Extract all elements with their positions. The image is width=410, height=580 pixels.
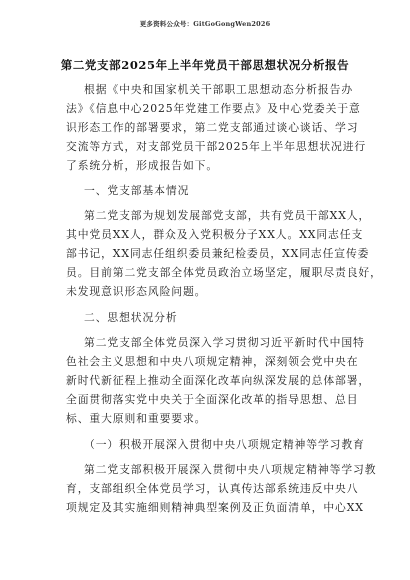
watermark-text: 更多资料公众号：GitGoGongWen2026 xyxy=(139,20,271,28)
section-heading: 一、党支部基本情况 xyxy=(84,184,190,197)
document-title: 第二党支部2025年上半年党员干部思想状况分析报告 xyxy=(60,58,350,72)
body-line: 交流等方式，对支部党员干部2025年上半年思想状况进行 xyxy=(66,140,367,153)
body-line: 未发现意识形态风险问题。 xyxy=(66,285,207,298)
subsection-heading: （一）积极开展深入贯彻中央八项规定精神等学习教育 xyxy=(84,438,365,451)
body-line: 标、重大原则和重要要求。 xyxy=(66,412,207,425)
body-line: 根据《中央和国家机关干部职工思想动态分析报告办 xyxy=(84,83,354,96)
body-line: 新时代新征程上推动全面深化改革向纵深发展的总体部署， xyxy=(66,374,371,387)
body-line: 全面贯彻落实党中央关于全面深化改革的指导思想、总目 xyxy=(66,393,359,406)
body-line: 第二党支部全体党员深入学习贯彻习近平新时代中国特 xyxy=(84,336,365,349)
body-line: 法》《信息中心2025年党建工作要点》及中心党委关于意 xyxy=(66,102,361,115)
body-line: 色社会主义思想和中央八项规定精神，深刻领会党中央在 xyxy=(66,355,359,368)
body-line: 育，支部组织全体党员学习，认真传达部系统违反中央八 xyxy=(66,482,359,495)
body-line: 项规定及其实施细则精神典型案例及正负面清单，中心XX xyxy=(66,501,364,514)
body-line: 第二党支部为规划发展部党支部，共有党员干部XX人， xyxy=(84,209,371,222)
body-line: 第二党支部积极开展深入贯彻中央八项规定精神等学习教 xyxy=(84,463,377,476)
body-line: 其中党员XX人，群众及入党积极分子XX人。XX同志任支 xyxy=(66,228,364,241)
body-line: 识形态工作的部署要求，第二党支部通过谈心谈话、学习 xyxy=(66,121,359,134)
section-heading: 二、思想状况分析 xyxy=(84,311,178,324)
body-line: 了系统分析，形成报告如下。 xyxy=(66,159,219,172)
body-line: 员。目前第二党支部全体党员政治立场坚定，履职尽责良好， xyxy=(66,266,382,279)
body-line: 部书记，XX同志任组织委员兼纪检委员，XX同志任宣传委 xyxy=(66,247,370,260)
